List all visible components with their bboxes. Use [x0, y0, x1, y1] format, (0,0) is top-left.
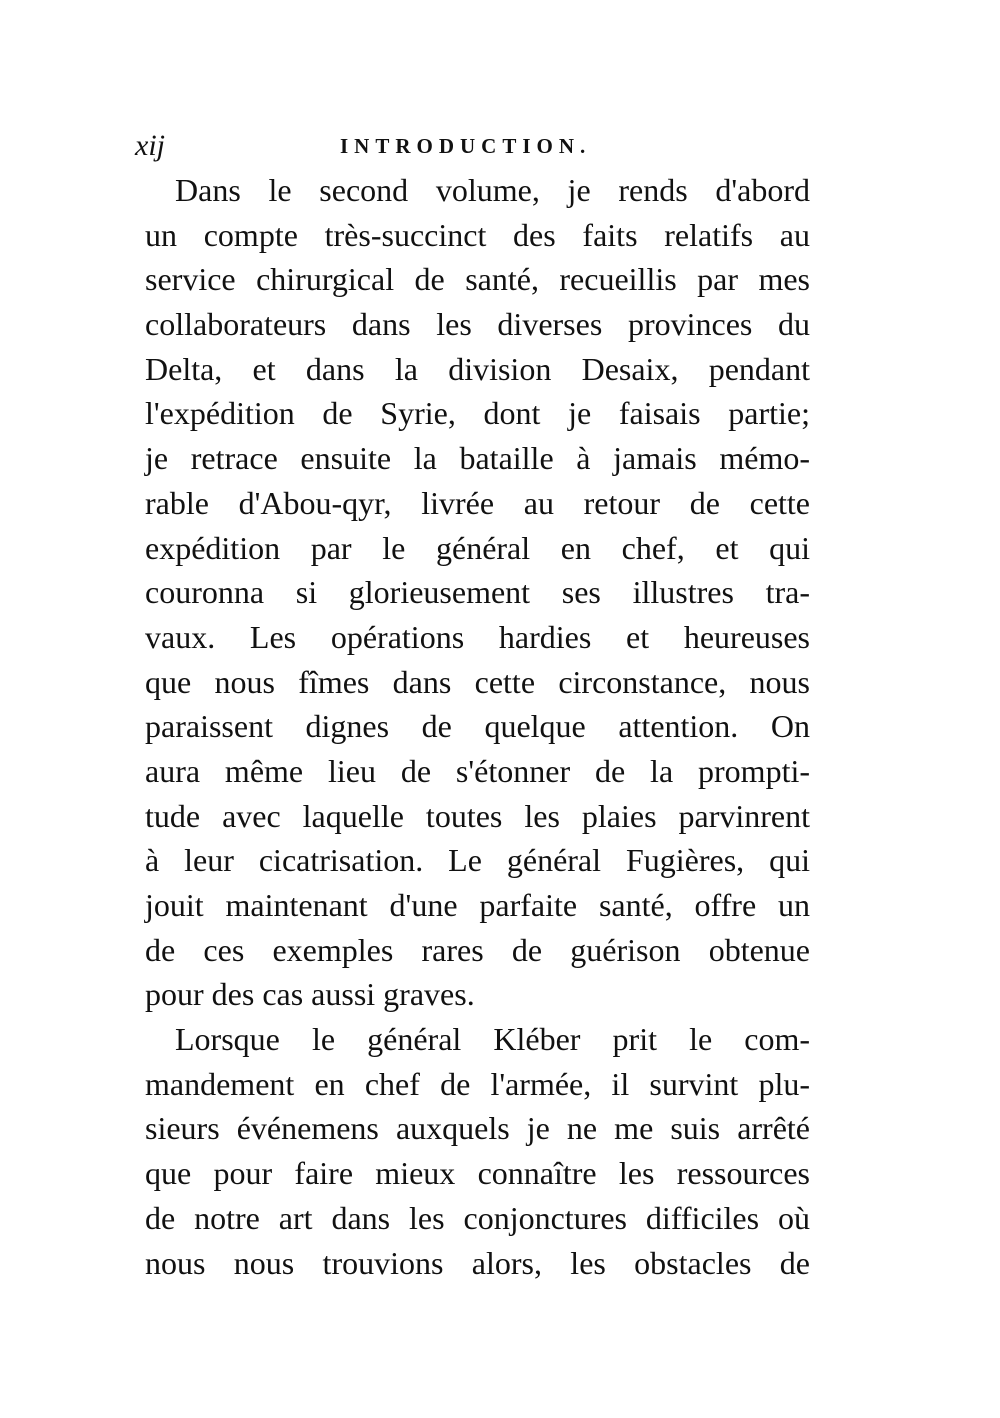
- text-line: jouit maintenant d'une parfaite santé, offre un: [145, 887, 810, 923]
- page-header: [135, 128, 605, 164]
- text-line: collaborateurs dans les diverses provinces du: [145, 306, 810, 343]
- body-text: [145, 168, 810, 1285]
- text-line: je retrace ensuite la bataille à jamais mémo-: [145, 440, 810, 477]
- text-line: nous nous trouvions alors, les obstacles de: [145, 1244, 810, 1281]
- text-line: service chirurgical de santé, recueillis par mes: [145, 261, 810, 298]
- running-head: INTRODUCTION.: [340, 134, 592, 158]
- text-line: tude avec laquelle toutes les plaies parvinrent: [145, 797, 810, 834]
- text-line: couronna si glorieusement ses illustres tra-: [145, 574, 810, 611]
- paragraph-2: [145, 1017, 810, 1285]
- text-line: expédition par le général en chef, et qui: [145, 529, 810, 566]
- text-line: de notre art dans les conjonctures difficiles où: [145, 1199, 810, 1236]
- page-number: xij: [135, 129, 165, 162]
- text-line: un compte très-succinct des faits relatifs au: [145, 216, 810, 253]
- text-line: mandement en chef de l'armée, il survint plu-: [145, 1065, 810, 1102]
- text-line: que nous fîmes dans cette circonstance, nous: [145, 663, 810, 700]
- text-line: Dans le second volume, je rends d'abord: [175, 172, 810, 208]
- text-line: l'expédition de Syrie, dont je faisais partie;: [145, 395, 810, 432]
- text-line: vaux. Les opérations hardies et heureuses: [145, 618, 810, 655]
- text-line: de ces exemples rares de guérison obtenue: [145, 931, 810, 968]
- text-line: paraissent dignes de quelque attention. On: [145, 708, 810, 745]
- text-line: sieurs événemens auxquels je ne me suis arrêté: [145, 1110, 810, 1147]
- text-line: Delta, et dans la division Desaix, pendant: [145, 350, 810, 387]
- text-line: aura même lieu de s'étonner de la prompti-: [145, 752, 810, 789]
- text-line: à leur cicatrisation. Le général Fugières, qui: [145, 842, 810, 879]
- text-line: rable d'Abou-qyr, livrée au retour de cette: [145, 484, 810, 521]
- text-line: Lorsque le général Kléber prit le com-: [175, 1021, 810, 1058]
- paragraph-1: [145, 168, 810, 1017]
- text-line: pour des cas aussi graves.: [145, 976, 475, 1013]
- text-line: que pour faire mieux connaître les ressources: [145, 1155, 810, 1192]
